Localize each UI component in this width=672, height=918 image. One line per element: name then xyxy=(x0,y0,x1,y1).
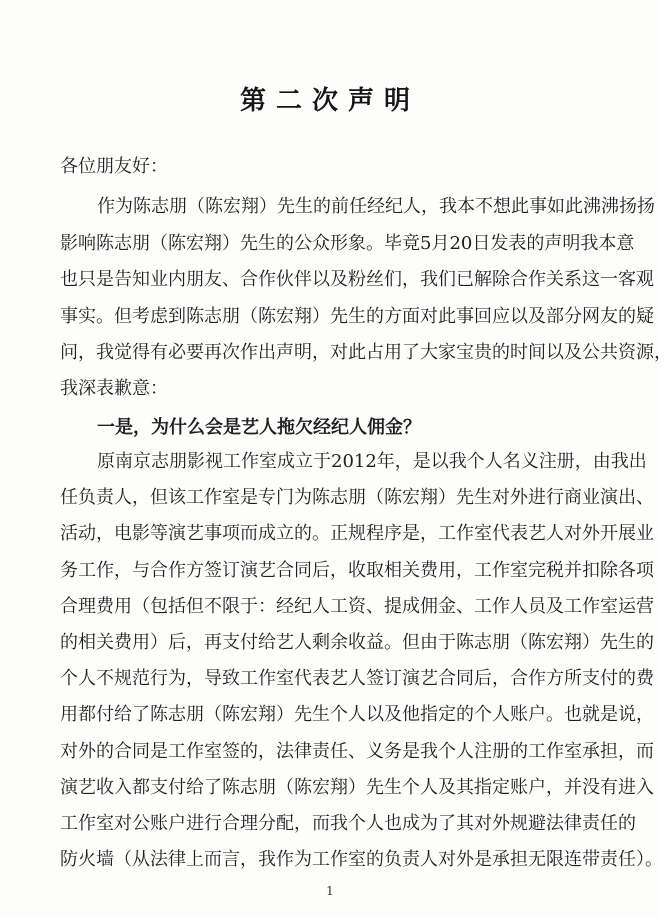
paragraph-2-line: 防火墙（从法律上而言，我作为工作室的负责人对外是承担无限连带责任）。 xyxy=(60,849,663,870)
paragraph-1-line: 我深表歉意： xyxy=(60,378,168,399)
paragraph-1-line: 也只是告知业内朋友、合作伙伴以及粉丝们，我们已解除合作关系这一客观 xyxy=(60,269,654,290)
paragraph-2-line: 对外的合同是工作室签的，法律责任、义务是我个人注册的工作室承担，而 xyxy=(60,741,654,762)
paragraph-2-line: 合理费用（包括但不限于：经纪人工资、提成佣金、工作人员及工作室运营 xyxy=(60,596,654,617)
paragraph-2-line: 务工作，与合作方签订演艺合同后，收取相关费用，工作室完税并扣除各项 xyxy=(60,560,654,581)
paragraph-2-line: 工作室对公账户进行合理分配，而我个人也成为了其对外规避法律责任的 xyxy=(60,813,636,834)
paragraph-2-line: 个人不规范行为，导致工作室代表艺人签订演艺合同后，合作方所支付的费 xyxy=(60,668,654,689)
paragraph-2-line: 活动，电影等演艺事项而成立的。正规程序是，工作室代表艺人对外开展业 xyxy=(60,523,654,544)
paragraph-1-line: 影响陈志朋（陈宏翔）先生的公众形象。毕竟5月20日发表的声明我本意 xyxy=(60,233,635,254)
paragraph-2-line: 用都付给了陈志朋（陈宏翔）先生个人以及他指定的个人账户。也就是说， xyxy=(60,704,654,725)
paragraph-1-line: 问，我觉得有必要再次作出声明，对此占用了大家宝贵的时间以及公共资源， xyxy=(60,342,672,363)
paragraph-2-line: 任负责人，但该工作室是专门为陈志朋（陈宏翔）先生对外进行商业演出、 xyxy=(60,487,654,508)
section-heading: 一是，为什么会是艺人拖欠经纪人佣金？ xyxy=(97,417,421,438)
document-title: 第二次声明 xyxy=(239,86,420,116)
page-number: 1 xyxy=(326,884,334,898)
paragraph-1-line: 作为陈志朋（陈宏翔）先生的前任经纪人，我本不想此事如此沸沸扬扬 xyxy=(97,196,655,217)
paragraph-2-line: 原南京志朋影视工作室成立于2012年，是以我个人名义注册，由我出 xyxy=(97,451,647,472)
greeting: 各位朋友好： xyxy=(60,156,168,177)
paragraph-1-line: 事实。但考虑到陈志朋（陈宏翔）先生的方面对此事回应以及部分网友的疑 xyxy=(60,306,654,327)
paragraph-2-line: 的相关费用）后，再支付给艺人剩余收益。但由于陈志朋（陈宏翔）先生的 xyxy=(60,632,654,653)
paragraph-2-line: 演艺收入都支付给了陈志朋（陈宏翔）先生个人及其指定账户，并没有进入 xyxy=(60,777,654,798)
